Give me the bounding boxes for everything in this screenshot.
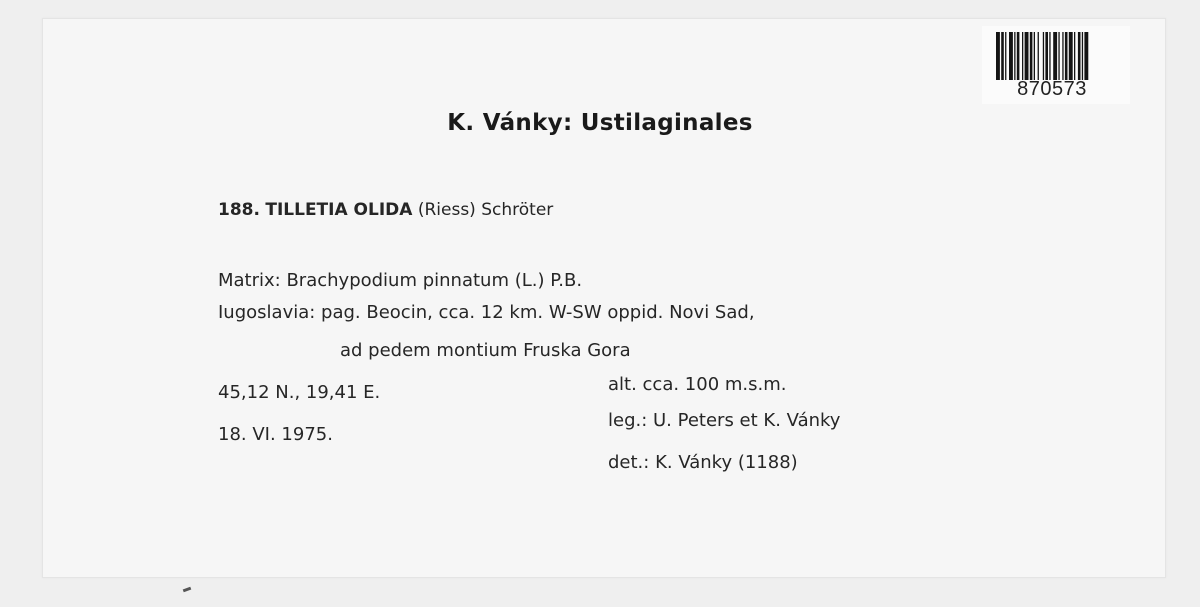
barcode-box [982, 26, 1130, 104]
collection-title: K. Vánky: Ustilaginales [447, 110, 753, 136]
collection-date: 18. VI. 1975. [218, 424, 333, 445]
matrix-line: Matrix: Brachypodium pinnatum (L.) P.B. [218, 270, 583, 291]
stray-mark [183, 587, 192, 593]
specimen-number: 188. [218, 200, 260, 220]
altitude-line: alt. cca. 100 m.s.m. [608, 374, 787, 395]
species-authority: (Riess) Schröter [417, 200, 554, 220]
locality-line: Iugoslavia: pag. Beocin, cca. 12 km. W-SW oppid. Novi Sad, [218, 302, 755, 323]
barcode-image [996, 32, 1112, 80]
determiner-line: det.: K. Vánky (1188) [608, 452, 798, 473]
barcode-number: 870573 [1017, 78, 1087, 100]
coordinates-line: 45,12 N., 19,41 E. [218, 382, 381, 403]
locality-continuation: ad pedem montium Fruska Gora [340, 340, 631, 361]
collectors-line: leg.: U. Peters et K. Vánky [608, 410, 841, 431]
species-name: TILLETIA OLIDA [265, 200, 413, 220]
species-line [218, 200, 553, 220]
